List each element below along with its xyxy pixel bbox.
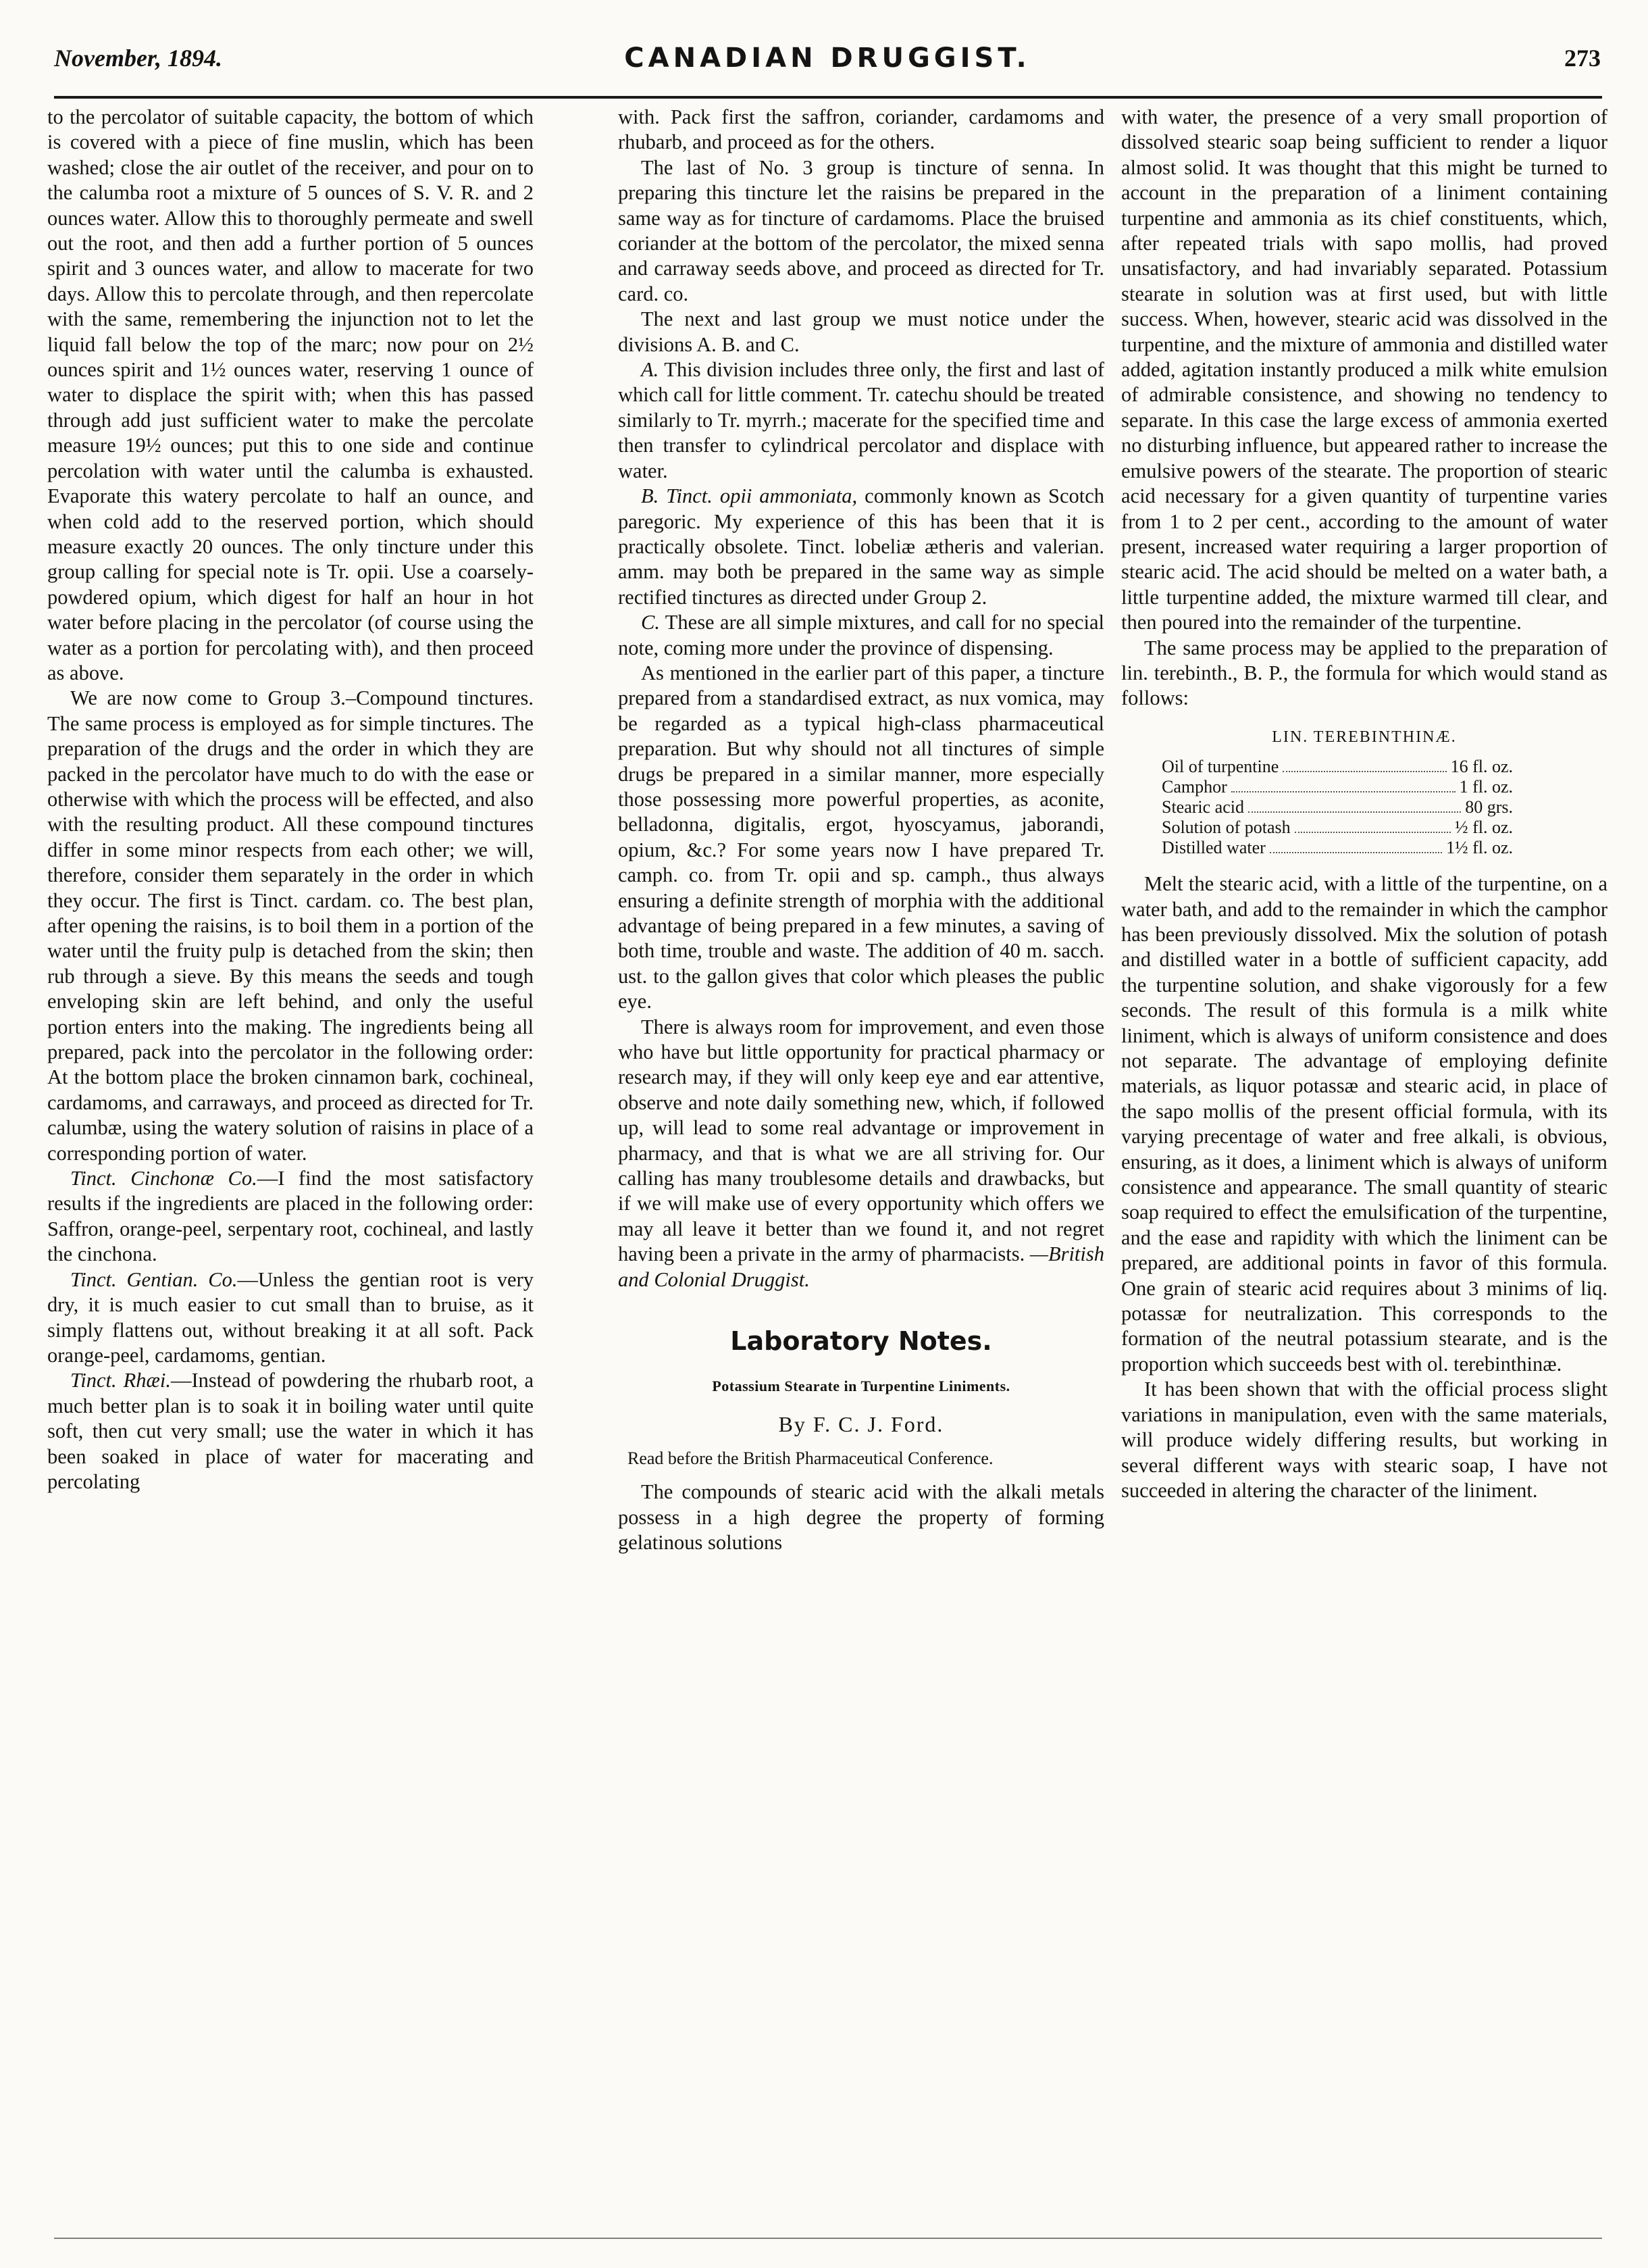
quantity: 1½ fl. oz. — [1446, 838, 1513, 858]
quantity: 16 fl. oz. — [1450, 757, 1513, 777]
formula-row — [1162, 797, 1513, 817]
formula-table — [1162, 757, 1513, 858]
formula-title: LIN. TEREBINTHINÆ. — [1272, 728, 1457, 746]
issue-date: November, 1894. — [54, 45, 222, 72]
journal-title: CANADIAN DRUGGIST. — [624, 43, 1031, 74]
paragraph — [618, 610, 1104, 661]
paragraph: with. Pack first the saffron, coriander, cardamoms and rhubarb, and proceed as for the others. — [618, 105, 1104, 154]
paragraph — [618, 357, 1104, 484]
paragraph: to the percolator of suitable capacity, the bottom of which is covered with a piece of fine muslin, which has been washed; close the air outlet of the receiver, and pour on to the calumba root a mixture of 5 ounces of S. V. R. and 2 ounces water. Allow this to thoroughly permeate and swell out the root, and then add a further portion of 5 ounces spirit and 3 ounces water, and allow to macerate for two days. Allow this to percolate through, and then repercolate with the same, remembering the injunction not to let the liquid fall below the top of the marc; now pour on 2½ ounces spirit and 1½ ounces water, reserving 1 ounce of water to displace the spirit with; when this has passed through add just sufficient water to make the percolate measure 19½ ounces; put this to one side and continue percolation with water until the calumba is exhausted. Evaporate this watery percolate to half an ounce, and when cold add to the reserved portion, which should measure exactly 20 ounces. The only tincture under this group calling for special note is Tr. opii. Use a coarsely-powdered opium, which digest for half an hour in hot water before placing in the percolator (of course using the water as a portion for percolating with), and then proceed as above. — [47, 105, 534, 684]
division-label: B. Tinct. opii ammoniata, — [641, 484, 858, 508]
ingredient: Distilled water — [1162, 838, 1266, 858]
paragraph: The compounds of stearic acid with the alkali metals possess in a high degree the property of forming gelatinous solutions — [618, 1480, 1104, 1555]
leader-dots — [1231, 791, 1456, 792]
ingredient: Solution of potash — [1162, 817, 1291, 838]
formula-row — [1162, 777, 1513, 797]
ingredient: Oil of turpentine — [1162, 757, 1279, 777]
ingredient: Camphor — [1162, 777, 1227, 797]
tincture-name: Tinct. Rhæi. — [70, 1369, 171, 1392]
paragraph-text: There is always room for improvement, and even those who have but little opportunity for practical pharmacy or research may, if they will only keep eye and ear attentive, observe and note daily something new, which, if followed up, will lead to some real advantage or improvement in pharmacy, and that is what we are all striving for. Our calling has many troublesome details and drawbacks, but if we will make use of every opportunity which offers we may all leave it better than we found it, and not regret having been a private in the army of pharmacists. — [618, 1015, 1104, 1266]
source-citation: —British and Colonial Druggist. — [618, 1242, 1104, 1291]
quantity: 80 grs. — [1465, 797, 1513, 817]
column-1 — [47, 105, 534, 2159]
paragraph — [618, 1015, 1104, 1292]
quantity: 1 fl. oz. — [1459, 777, 1513, 797]
article-title: Potassium Stearate in Turpentine Liniments. — [712, 1377, 1010, 1394]
paragraph-text: —Instead of powdering the rhubarb root, a much better plan is to soak it in boiling water until quite soft, then cut very small; use the water in which it has been soaked in place of water for macerating and percolating — [47, 1369, 534, 1493]
header-rule — [54, 96, 1602, 99]
leader-dots — [1248, 811, 1461, 813]
paragraph: As mentioned in the earlier part of this paper, a tincture prepared from a standardised extract, as nux vomica, may be regarded as a typical high-class pharmaceutical preparation. But why should not all tinctures of simple drugs be prepared in a similar manner, more especially those possessing more powerful properties, as aconite, belladonna, digitalis, ergot, hyoscyamus, jaborandi, opium, &c.? For some years now I have prepared Tr. camph. co. from Tr. opii and sp. camph., thus always ensuring a definite strength of morphia with the additional advantage of being prepared in a few minutes, a saving of both time, trouble and waste. The addition of 40 m. sacch. ust. to the gallon gives that color which pleases the public eye. — [618, 661, 1104, 1013]
division-label: A. — [641, 358, 659, 382]
paragraph — [47, 1368, 534, 1494]
column-3 — [1121, 105, 1607, 2159]
paragraph: We are now come to Group 3.–Compound tinctures. The same process is employed as for simple tinctures. The preparation of the drugs and the order in which they are packed in the percolator have much to do with the ease or otherwise with which the process will be effected, and also with the resulting product. All these compound tinctures differ in some minor respects from each other; we will, therefore, consider them separately in the order in which they occur. The first is Tinct. cardam. co. The best plan, after opening the raisins, is to boil them in a portion of the water until the fruity pulp is detached from the skin; then rub through a sieve. By this means the seeds and tough enveloping skin are left behind, and only the useful portion enters into the making. The ingredients being all prepared, pack into the percolator in the following order: At the bottom place the broken cinnamon bark, cochineal, cardamoms, and carraways, and proceed as directed for Tr. calumbæ, using the watery solution of raisins in place of a corresponding portion of water. — [47, 686, 534, 1165]
tincture-name: Tinct. Gentian. Co. — [70, 1267, 238, 1291]
article-note: Read before the British Pharmaceutical Conference. — [627, 1448, 994, 1469]
ingredient: Stearic acid — [1162, 797, 1244, 817]
paragraph-text: This division includes three only, the first and last of which call for little comment. Tr. catechu should be treated similarly to Tr. myrrh.; macerate for the specified time and then transfer to cylindrical percolator and displace with water. — [618, 358, 1104, 482]
paragraph-text: —Unless the gentian root is very dry, it is much easier to cut small than to bruise, as it simply flattens out, without breaking it at all soft. Pack orange-peel, cardamoms, gentian. — [47, 1267, 534, 1367]
formula-row — [1162, 817, 1513, 838]
paragraph — [47, 1166, 534, 1267]
paragraph: with water, the presence of a very small proportion of dissolved stearic soap being sufficient to render a liquor almost solid. It was thought that this might be turned to account in the preparation of a liniment containing turpentine and ammonia as its chief constituents, which, after repeated trials with sapo mollis, had proved unsatisfactory, and had invariably separated. Potassium stearate in solution was at first used, but with little success. When, however, stearic acid was dissolved in the turpentine, and the mixture of ammonia and distilled water added, agitation instantly produced a milk white emulsion of admirable consistence, and showing no tendency to separate. In this case the large excess of ammonia exerted no disturbing influence, but appeared rather to increase the emulsive powers of the stearate. The proportion of stearic acid necessary for a given quantity of turpentine varies from 1 to 2 per cent., according to the amount of water present, increased water requiring a larger proportion of stearic acid. The acid should be melted on a water bath, a little turpentine added, the mixture warmed till clear, and then poured into the remainder of the turpentine. — [1121, 105, 1607, 634]
leader-dots — [1295, 832, 1451, 833]
footer-rule — [54, 2238, 1602, 2239]
paragraph — [618, 484, 1104, 610]
page-number: 273 — [1564, 45, 1601, 72]
section-heading: Laboratory Notes. — [730, 1326, 992, 1357]
paragraph: The same process may be applied to the preparation of lin. terebinth., B. P., the formula for which would stand as follows: — [1121, 636, 1607, 710]
column-2 — [618, 105, 1104, 2159]
division-label: C. — [641, 611, 660, 634]
paragraph-text: —I find the most satisfactory results if the ingredients are placed in the following order: Saffron, orange-peel, serpentary root, cochineal, and lastly the cinchona. — [47, 1167, 534, 1266]
tincture-name: Tinct. Cinchonæ Co. — [70, 1167, 257, 1190]
quantity: ½ fl. oz. — [1455, 817, 1513, 838]
paragraph: The last of No. 3 group is tincture of senna. In preparing this tincture let the raisins be prepared in the same way as for tincture of cardamoms. Place the bruised coriander at the bottom of the percolator, the mixed senna and carraway seeds above, and proceed as directed for Tr. card. co. — [618, 155, 1104, 305]
leader-dots — [1270, 852, 1442, 853]
paragraph: Melt the stearic acid, with a little of the turpentine, on a water bath, and add to the remainder in which the camphor has been previously dissolved. Mix the solution of potash and distilled water in a bottle of sufficient capacity, add the turpentine solution, and shake vigorously for a few seconds. The result of this formula is a milk white liniment, which is always of uniform consistence and does not separate. The advantage of employing definite materials, as liquor potassæ and stearic acid, in place of the sapo mollis of the present official formula, with its varying precentage of water and free alkali, is obvious, ensuring, as it does, a liniment which is always of uniform consistence and appearance. The small quantity of stearic soap required to effect the emulsification of the turpentine, and the ease and rapidity with which the liniment can be prepared, are additional points in favor of this formula. One grain of stearic acid requires about 3 minims of liq. potassæ for neutralization. This corresponds to the formation of the neutral potassium stearate, and is the proportion which succeeds best with ol. terebinthinæ. — [1121, 872, 1607, 1376]
paragraph: The next and last group we must notice under the divisions A. B. and C. — [618, 307, 1104, 356]
paragraph: It has been shown that with the official process slight variations in manipulation, even with the same materials, will produce widely differing results, but working in several different ways with stearic soap, I have not succeeded in altering the character of the liniment. — [1121, 1378, 1607, 1502]
leader-dots — [1283, 771, 1446, 772]
paragraph-text: commonly known as Scotch paregoric. My experience of this has been that it is practically obsolete. Tinct. lobeliæ ætheris and valerian. amm. may both be prepared in the same way as simple rectified tinctures as directed under Group 2. — [618, 484, 1104, 609]
paragraph — [47, 1267, 534, 1369]
formula-row — [1162, 838, 1513, 858]
author-byline: By F. C. J. Ford. — [778, 1411, 944, 1436]
formula-row — [1162, 757, 1513, 777]
paragraph-text: These are all simple mixtures, and call for no special note, coming more under the province of dispensing. — [618, 611, 1104, 659]
page-header — [54, 39, 1601, 80]
